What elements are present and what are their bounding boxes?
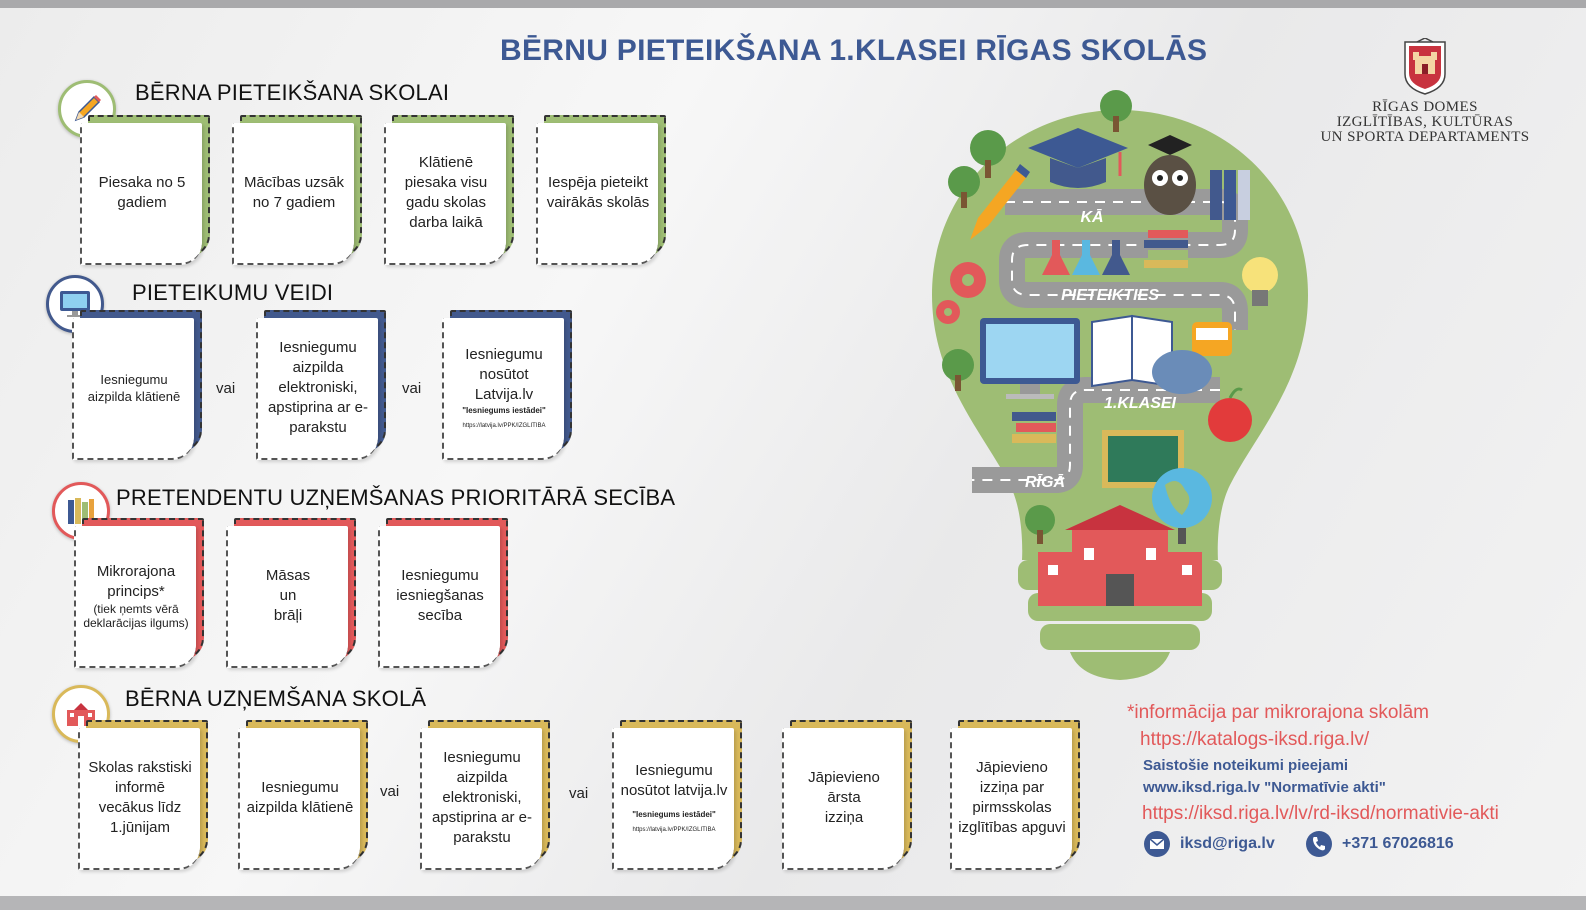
phone-contact[interactable] bbox=[1306, 831, 1454, 857]
card-text: Skolas rakstiski informē vecākus līdz 1.jūnijam bbox=[78, 728, 200, 870]
card-age-7 bbox=[232, 115, 362, 265]
card-text: Jāpievieno izziņa par pirmsskolas izglītības apguvi bbox=[950, 728, 1072, 870]
section-title-types: PIETEIKUMU VEIDI bbox=[132, 280, 334, 305]
regulations-note: Saistošie noteikumi pieejami bbox=[1143, 757, 1349, 774]
card-text: Iesniegumu aizpilda klātienē bbox=[72, 318, 194, 460]
brain-icon bbox=[1152, 350, 1212, 394]
lightbulb-illustration bbox=[920, 90, 1320, 685]
card-text: Iesniegumu aizpilda elektroniski, apstiprina ar e-parakstu bbox=[420, 728, 542, 870]
card-latvija-lv bbox=[442, 310, 572, 460]
bottom-bar bbox=[0, 896, 1586, 910]
road-label-riga: RĪGĀ bbox=[1025, 474, 1065, 491]
card-age-5 bbox=[80, 115, 210, 265]
card-text: Iesniegumu nosūtot latvija.lv bbox=[620, 762, 728, 799]
card-text: Māsas un brāļi bbox=[226, 526, 348, 668]
envelope-icon bbox=[1144, 831, 1170, 857]
logo-line-2: IZGLĪTĪBAS, KULTŪRAS bbox=[1336, 114, 1514, 130]
card-text: Jāpievieno ārsta izziņa bbox=[782, 728, 904, 870]
card-siblings bbox=[226, 518, 356, 668]
card-text: Iesniegumu aizpilda klātienē bbox=[238, 728, 360, 870]
card-electronic bbox=[420, 720, 550, 870]
flasks-icon bbox=[1042, 240, 1130, 275]
card-school-informs bbox=[78, 720, 208, 870]
page-title: BĒRNU PIETEIKŠANA 1.KLASEI RĪGAS SKOLĀS bbox=[500, 34, 1208, 67]
catalog-link[interactable]: https://katalogs-iksd.riga.lv/ bbox=[1140, 729, 1370, 750]
microdistrict-info: *informācija par mikrorajona skolām bbox=[1127, 702, 1429, 723]
top-bar bbox=[0, 0, 1586, 8]
card-text: Iesniegumu iesniegšanas secība bbox=[378, 526, 500, 668]
phone-text[interactable]: +371 67026816 bbox=[1342, 835, 1454, 852]
card-multiple-schools bbox=[536, 115, 666, 265]
road-label-apply: PIETEIKTIES bbox=[1061, 287, 1159, 304]
binders-icon bbox=[1210, 170, 1250, 220]
card-text: Iespēja pieteikt vairākās skolās bbox=[536, 123, 658, 265]
card-submission-order bbox=[378, 518, 508, 668]
phone-icon bbox=[1306, 831, 1332, 857]
email-text[interactable]: iksd@riga.lv bbox=[1180, 835, 1275, 852]
card-text: Mācības uzsāk no 7 gadiem bbox=[232, 123, 354, 265]
card-note: "Iesniegums iestādei" bbox=[462, 406, 546, 415]
road-label-grade: 1.KLASEI bbox=[1103, 395, 1177, 412]
card-doctor-certificate bbox=[782, 720, 912, 870]
card-latvija-lv bbox=[612, 720, 742, 870]
regulations-link[interactable]: https://iksd.riga.lv/lv/rd-iksd/normativie-akti bbox=[1142, 803, 1499, 824]
card-text: Mikrorajona princips* bbox=[96, 563, 176, 600]
card-text: Iesniegumu nosūtot Latvija.lv bbox=[465, 346, 543, 403]
section-title-application: BĒRNA PIETEIKŠANA SKOLAI bbox=[135, 80, 450, 105]
card-text: Iesniegumu aizpilda elektroniski, apstiprina ar e-parakstu bbox=[256, 318, 378, 460]
logo-line-1: RĪGAS DOMES bbox=[1372, 99, 1478, 115]
section-title-priority: PRETENDENTU UZŅEMŠANAS PRIORITĀRĀ SECĪBA bbox=[116, 485, 676, 510]
bus-icon bbox=[1192, 322, 1232, 356]
card-in-person-form bbox=[238, 720, 368, 870]
road-label-how: KĀ bbox=[1080, 209, 1104, 226]
card-in-person-form bbox=[72, 310, 202, 460]
card-microdistrict bbox=[74, 518, 204, 668]
card-url: https://latvija.lv/PPK/IZGLITIBA bbox=[632, 827, 716, 833]
regulations-site: www.iksd.riga.lv "Normatīvie akti" bbox=[1143, 779, 1386, 796]
or-label: vai bbox=[569, 785, 589, 802]
riga-logo bbox=[1310, 38, 1540, 145]
email-contact[interactable] bbox=[1144, 831, 1275, 857]
logo-line-3: UN SPORTA DEPARTAMENTS bbox=[1320, 129, 1530, 145]
section-title-admission: BĒRNA UZŅEMŠANA SKOLĀ bbox=[125, 686, 427, 711]
card-electronic bbox=[256, 310, 386, 460]
or-label: vai bbox=[402, 380, 422, 397]
card-text: Piesaka no 5 gadiem bbox=[80, 123, 202, 265]
or-label: vai bbox=[216, 380, 236, 397]
card-text: Klātienē piesaka visu gadu skolas darba laikā bbox=[384, 123, 506, 265]
card-note: (tiek ņemts vērā deklarācijas ilgums) bbox=[83, 602, 189, 630]
card-note: "Iesniegums iestādei" bbox=[632, 810, 716, 819]
card-in-person bbox=[384, 115, 514, 265]
books-icon bbox=[1012, 412, 1056, 443]
coat-of-arms-icon bbox=[1403, 38, 1447, 96]
or-label: vai bbox=[380, 783, 400, 800]
card-url: https://latvija.lv/PPK/IZGLITIBA bbox=[462, 423, 546, 429]
card-preschool-certificate bbox=[950, 720, 1080, 870]
